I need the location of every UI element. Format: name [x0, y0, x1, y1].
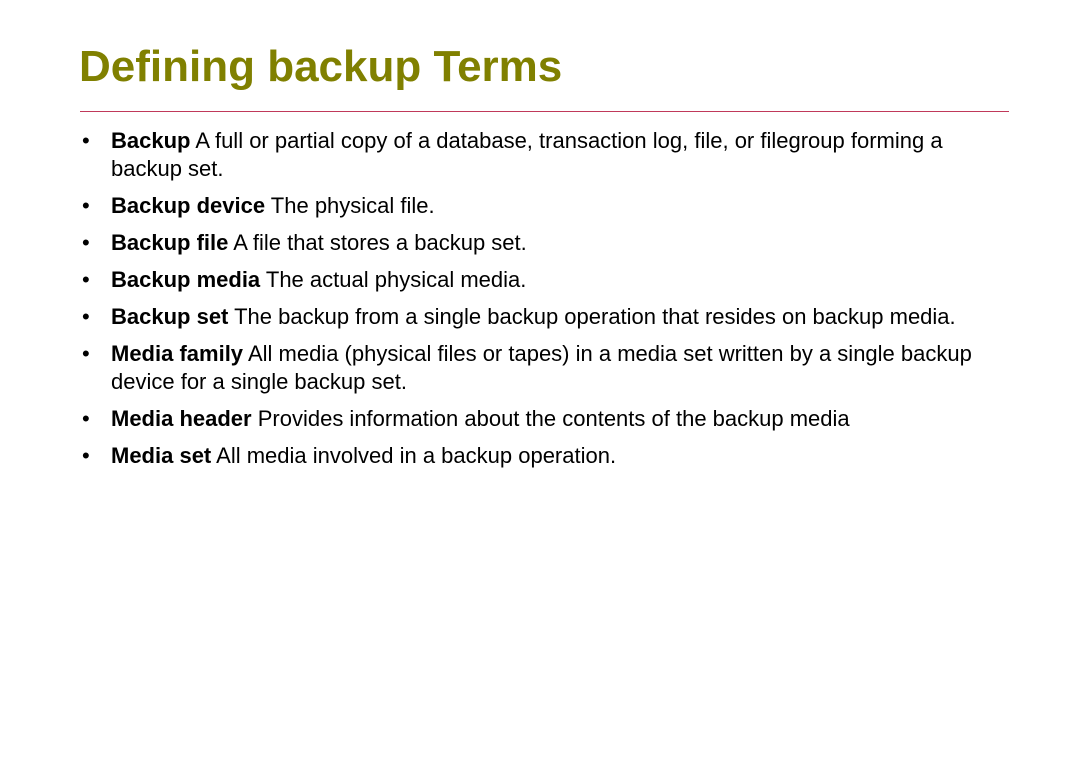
definition: All media involved in a backup operation. [211, 443, 617, 468]
term: Backup device [111, 193, 266, 218]
list-item [80, 303, 1000, 331]
slide-title: Defining backup Terms [79, 42, 563, 91]
definition: A full or partial copy of a database, transaction log, file, or filegroup forming a backup set. [111, 128, 943, 181]
list-item [80, 340, 1000, 396]
term: Media header [111, 406, 252, 431]
list-item [80, 229, 1000, 257]
definition: The backup from a single backup operation that resides on backup media. [228, 304, 956, 329]
bullet-dot-icon: • [82, 406, 90, 431]
bullet-dot-icon: • [82, 193, 90, 218]
definition: All media (physical files or tapes) in a media set written by a single backup device for a single backup set. [111, 341, 972, 394]
list-item [80, 266, 1000, 294]
term: Media set [111, 443, 212, 468]
title-divider [80, 111, 1009, 112]
definition: Provides information about the contents of the backup media [251, 406, 850, 431]
bullet-dot-icon: • [82, 267, 90, 292]
definition: The actual physical media. [260, 267, 527, 292]
list-item [80, 192, 1000, 220]
term: Media family [111, 341, 244, 366]
term: Backup set [111, 304, 229, 329]
term: Backup file [111, 230, 229, 255]
list-item [80, 405, 1000, 433]
bullet-dot-icon: • [82, 341, 90, 366]
definition-list [80, 127, 1000, 479]
bullet-dot-icon: • [82, 443, 90, 468]
list-item [80, 127, 1000, 183]
term: Backup [111, 128, 191, 153]
bullet-dot-icon: • [82, 230, 90, 255]
definition: A file that stores a backup set. [228, 230, 527, 255]
term: Backup media [111, 267, 261, 292]
list-item [80, 442, 1000, 470]
definition: The physical file. [265, 193, 435, 218]
bullet-dot-icon: • [82, 304, 90, 329]
bullet-dot-icon: • [82, 128, 90, 153]
